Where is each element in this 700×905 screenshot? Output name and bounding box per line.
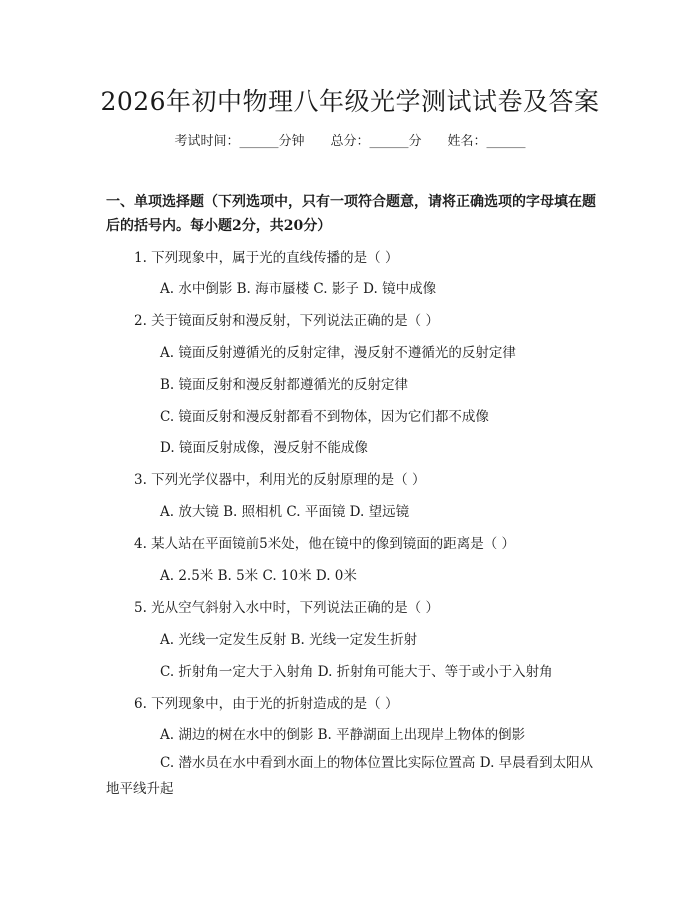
total-score-field: 总分：______分 xyxy=(330,134,422,149)
question-5-options-ab: A. 光线一定发生反射 B. 光线一定发生折射 xyxy=(160,632,418,648)
name-field: 姓名：______ xyxy=(447,134,526,149)
question-5-stem: 5. 光从空气斜射入水中时，下列说法正确的是（ ） xyxy=(134,600,439,616)
question-3-options: A. 放大镜 B. 照相机 C. 平面镜 D. 望远镜 xyxy=(160,504,410,520)
question-6-options-ab: A. 湖边的树在水中的倒影 B. 平静湖面上出现岸上物体的倒影 xyxy=(160,727,526,743)
question-2-option-b: B. 镜面反射和漫反射都遵循光的反射定律 xyxy=(160,377,409,393)
question-6-stem: 6. 下列现象中，由于光的折射造成的是（ ） xyxy=(134,696,399,712)
exam-title: 2026年初中物理八年级光学测试试卷及答案 xyxy=(100,87,600,116)
question-2-option-d: D. 镜面反射成像，漫反射不能成像 xyxy=(160,440,368,456)
question-2-stem: 2. 关于镜面反射和漫反射，下列说法正确的是（ ） xyxy=(134,313,439,329)
question-1-stem: 1. 下列现象中，属于光的直线传播的是（ ） xyxy=(134,250,399,266)
section-heading: 一、单项选择题（下列选项中，只有一项符合题意，请将正确选项的字母填在题后的括号内。每小题2分，共20分） xyxy=(106,194,596,234)
question-3-stem: 3. 下列光学仪器中，利用光的反射原理的是（ ） xyxy=(134,472,426,488)
question-5-options-cd: C. 折射角一定大于入射角 D. 折射角可能大于、等于或小于入射角 xyxy=(160,664,553,680)
question-2-option-c: C. 镜面反射和漫反射都看不到物体，因为它们都不成像 xyxy=(160,409,489,425)
exam-info-line xyxy=(0,130,700,149)
question-2-option-a: A. 镜面反射遵循光的反射定律，漫反射不遵循光的反射定律 xyxy=(160,345,516,361)
question-6-options-cd: C. 潜水员在水中看到水面上的物体位置比实际位置高 D. 早晨看到太阳从地平线升起 xyxy=(106,755,594,797)
exam-time-field: 考试时间：______分钟 xyxy=(174,134,305,149)
question-4-options: A. 2.5米 B. 5米 C. 10米 D. 0米 xyxy=(160,568,357,584)
question-4-stem: 4. 某人站在平面镜前5米处，他在镜中的像到镜面的距离是（ ） xyxy=(134,536,516,552)
question-1-options: A. 水中倒影 B. 海市蜃楼 C. 影子 D. 镜中成像 xyxy=(160,281,437,297)
